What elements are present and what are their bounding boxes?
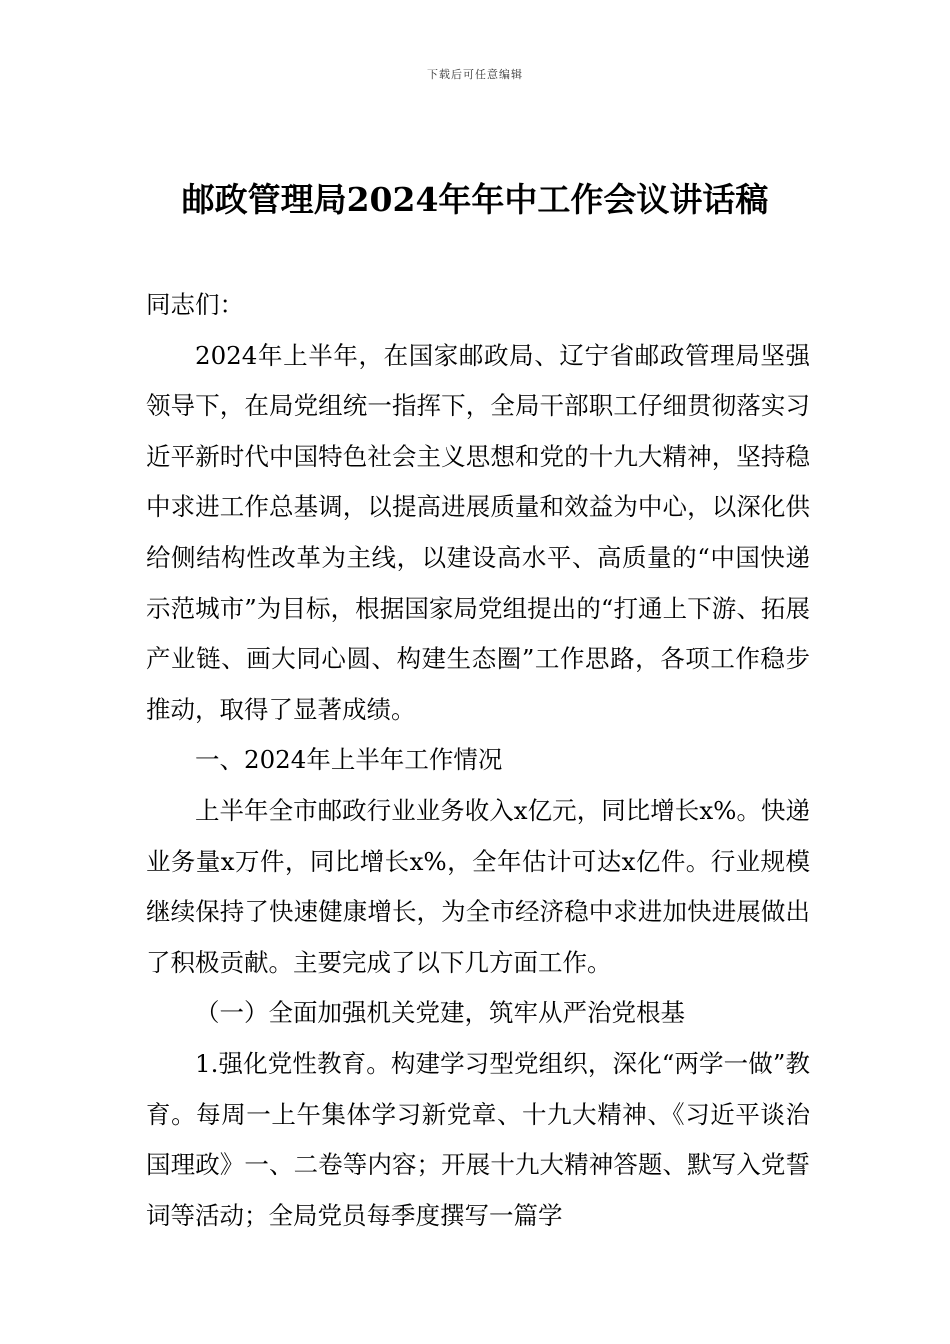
paragraph-item-1: 1.强化党性教育。构建学习型党组织，深化“两学一做”教育。每周一上午集体学习新党章、十九大精神、《习近平谈治国理政》一、二卷等内容；开展十九大精神答题、默写入党誓词等活动；全局党员每季度撰写一篇学 xyxy=(146,1048,810,1230)
document-body xyxy=(146,280,810,1241)
paragraph-intro: 2024年上半年，在国家邮政局、辽宁省邮政管理局坚强领导下，在局党组统一指挥下，全局干部职工仔细贯彻落实习近平新时代中国特色社会主义思想和党的十九大精神，坚持稳中求进工作总基调，以提高进展质量和效益为中心，以深化供给侧结构性改革为主线，以建设高水平、高质量的“中国快递示范城市”为目标，根据国家局党组提出的“打通上下游、拓展产业链、画大同心圆、构建生态圈”工作思路，各项工作稳步推动，取得了显著成绩。 xyxy=(146,340,810,724)
document-title: 邮政管理局2024年年中工作会议讲话稿 xyxy=(181,180,769,219)
section-heading-1: 一、2024年上半年工作情况 xyxy=(195,745,503,775)
header-note: 下载后可任意编辑 xyxy=(427,68,523,81)
salutation: 同志们： xyxy=(146,290,244,319)
paragraph-summary: 上半年全市邮政行业业务收入x亿元，同比增长x%。快递业务量x万件，同比增长x%，全年估计可达x亿件。行业规模继续保持了快速健康增长，为全市经济稳中求进加快进展做出了积极贡献。主要完成了以下几方面工作。 xyxy=(146,795,810,977)
subsection-heading-1: （一）全面加强机关党建，筑牢从严治党根基 xyxy=(195,998,685,1028)
